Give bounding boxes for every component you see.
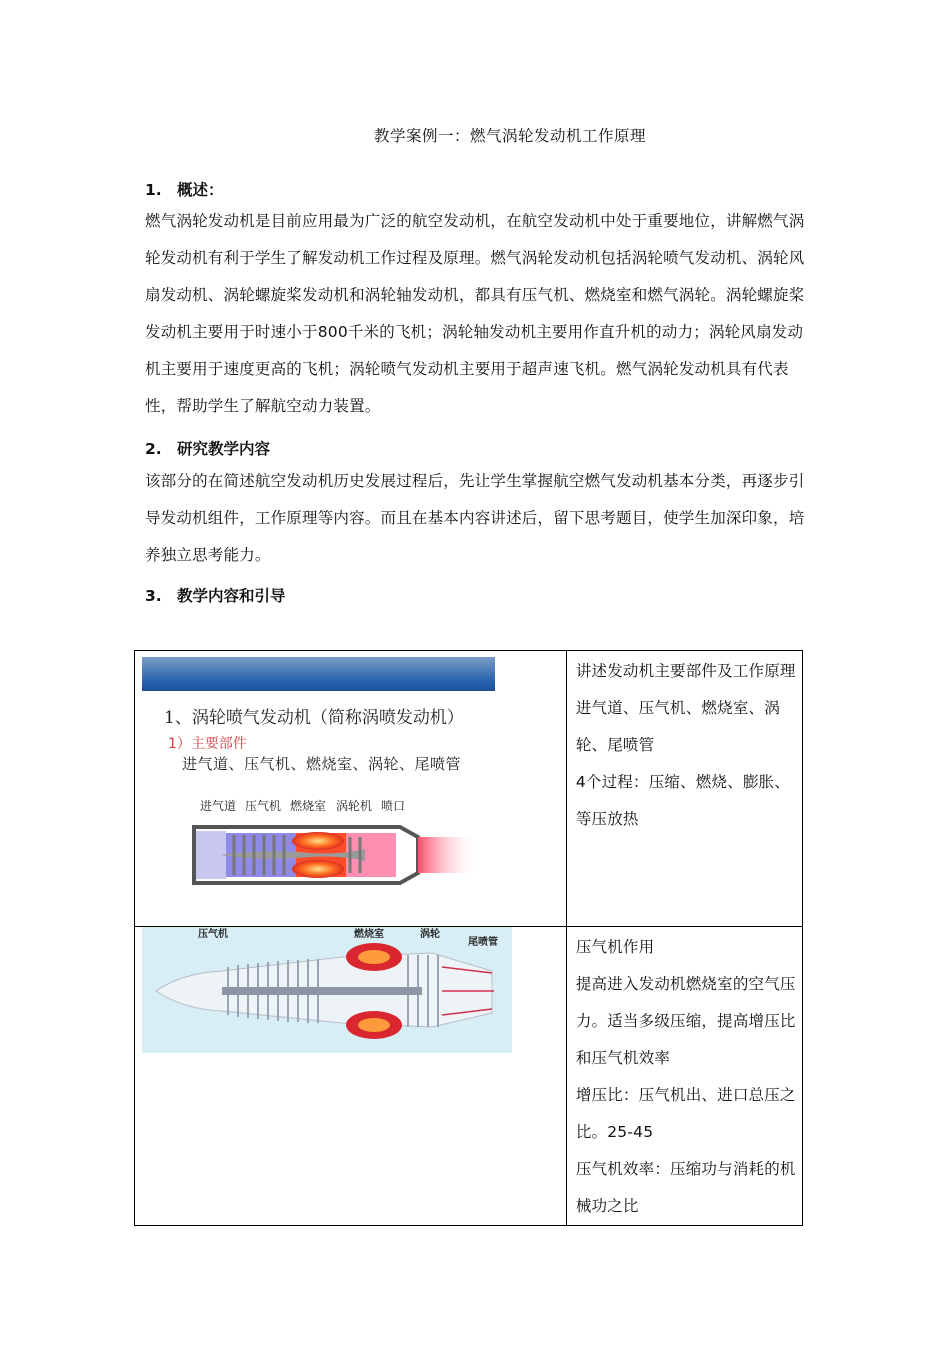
section-2-body: 该部分的在简述航空发动机历史发展过程后，先让学生掌握航空燃气发动机基本分类，再逐步引导发动机组件，工作原理等内容。而且在基本内容讲述后，留下思考题目，使学生加深印象，培养独立思考能力。 <box>145 472 805 564</box>
label-compressor: 压气机 <box>245 799 282 813</box>
slide-title: 1、涡轮喷气发动机（简称涡喷发动机） <box>164 708 464 728</box>
slide-image-cell <box>135 651 567 927</box>
row1-line-2: 进气道、压气机、燃烧室、涡轮、尾喷管 <box>575 699 780 754</box>
row1-description <box>566 651 802 927</box>
row2-line-1: 压气机作用 <box>575 938 655 956</box>
section-number: 3. <box>145 587 162 605</box>
section-number: 2. <box>145 440 162 458</box>
label-turbine: 涡轮 <box>420 929 440 940</box>
row2-description <box>566 927 802 1226</box>
label-combustor: 燃烧室 <box>354 929 384 940</box>
row2-line-3: 增压比：压气机出、进口总压之比。25-45 <box>575 1086 796 1141</box>
label-nozzle: 尾喷管 <box>468 937 498 948</box>
table-row <box>135 927 803 1226</box>
section-2-heading <box>145 437 270 459</box>
table-row <box>135 651 803 927</box>
turbojet-slide <box>142 657 502 897</box>
row1-line-1: 讲述发动机主要部件及工作原理 <box>575 662 796 680</box>
section-title: 研究教学内容 <box>177 440 271 458</box>
diagram-image-cell <box>135 927 567 1226</box>
section-number: 1. <box>145 181 162 199</box>
slide-parts: 进气道、压气机、燃烧室、涡轮、尾喷管 <box>182 755 462 773</box>
section-title: 概述： <box>177 181 224 199</box>
compressor-diagram <box>142 927 512 1053</box>
label-inlet: 进气道 <box>200 799 237 813</box>
section-1-heading <box>145 178 224 200</box>
section-1-body: 燃气涡轮发动机是目前应用最为广泛的航空发动机，在航空发动机中处于重要地位，讲解燃气涡轮发动机有利于学生了解发动机工作过程及原理。燃气涡轮发动机包括涡轮喷气发动机、涡轮风扇发动机、涡轮螺旋桨发动机和涡轮轴发动机，都具有压气机、燃烧室和燃气涡轮。涡轮螺旋桨发动机主要用于时速小于800千米的飞机；涡轮轴发动机主要用作直升机的动力；涡轮风扇发动机主要用于速度更高的飞机；涡轮喷气发动机主要用于超声速飞机。燃气涡轮发动机具有代表性，帮助学生了解航空动力装置。 <box>145 212 805 415</box>
content-table <box>134 650 803 1226</box>
label-compressor: 压气机 <box>198 929 228 940</box>
row1-line-3: 4个过程：压缩、燃烧、膨胀、等压放热 <box>575 773 790 828</box>
row2-line-4: 压气机效率：压缩功与消耗的机械功之比 <box>575 1160 796 1215</box>
label-nozzle: 喷口 <box>381 799 406 813</box>
slide-header-band <box>142 657 495 691</box>
label-combustor: 燃烧室 <box>290 799 327 813</box>
document-title: 教学案例一：燃气涡轮发动机工作原理 <box>373 127 646 145</box>
section-title: 教学内容和引导 <box>177 587 286 605</box>
label-turbine: 涡轮机 <box>336 799 373 813</box>
slide-subtitle: 1）主要部件 <box>168 736 247 752</box>
row2-line-2: 提高进入发动机燃烧室的空气压力。适当多级压缩，提高增压比和压气机效率 <box>575 975 796 1067</box>
section-3-heading <box>145 584 286 606</box>
turbojet-diagram <box>190 819 480 891</box>
